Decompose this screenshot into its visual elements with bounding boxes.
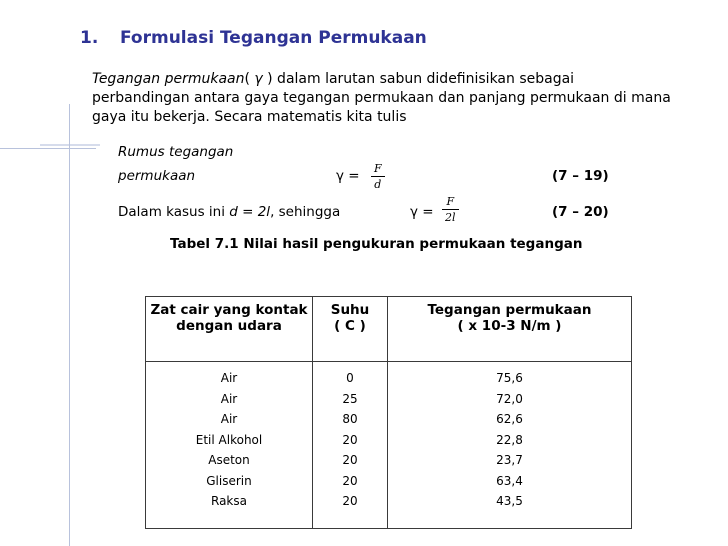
- header-substance: Zat cair yang kontak dengan udara: [146, 297, 313, 362]
- intro-close-paren: ): [262, 71, 273, 87]
- section-heading: [80, 28, 427, 48]
- temperature-cell: 20: [342, 473, 358, 488]
- surface-tension-column: [388, 362, 632, 529]
- surface-tension-cell: 75,6: [496, 371, 523, 385]
- formula2-condition: d = 2l: [229, 204, 271, 220]
- intro-open-paren: (: [244, 71, 255, 87]
- table-body-row: [146, 362, 632, 529]
- surface-tension-cell: 43,5: [496, 494, 523, 508]
- header-temperature-line2: ( C ): [334, 318, 366, 334]
- decorative-line: [69, 104, 70, 546]
- formula1-fraction: [371, 162, 385, 191]
- temperature-column: [313, 362, 388, 529]
- decorative-line: [40, 144, 100, 146]
- fraction-bar: [442, 209, 459, 210]
- intro-text-line2: perbandingan antara gaya tegangan permukaan dan panjang permukaan di mana: [92, 90, 671, 106]
- temperature-cell: 25: [342, 391, 358, 406]
- substance-cell: Air: [220, 412, 238, 426]
- surface-tension-cell: 62,6: [496, 412, 523, 426]
- substance-column: [146, 362, 313, 529]
- decorative-line: [0, 148, 96, 149]
- header-surface-tension-line1: Tegangan permukaan: [427, 302, 592, 318]
- header-surface-tension: [388, 297, 632, 362]
- formula1-label-line1: Rumus tegangan: [118, 144, 234, 160]
- substance-cell: Raksa: [211, 494, 247, 508]
- formula2-numerator: F: [446, 195, 455, 208]
- substance-cell: Aseton: [208, 453, 250, 467]
- formula1-label-line2: permukaan: [118, 168, 196, 184]
- formula1-ref: (7 – 19): [552, 168, 609, 184]
- section-number: 1.: [80, 28, 99, 48]
- section-title: Formulasi Tegangan Permukaan: [120, 28, 427, 48]
- surface-tension-cell: 23,7: [496, 453, 523, 467]
- intro-paragraph: [92, 70, 702, 127]
- surface-tension-cell: 22,8: [496, 432, 523, 447]
- substance-cell: Air: [220, 391, 238, 406]
- temperature-cell: 20: [342, 494, 358, 508]
- intro-term: Tegangan permukaan: [92, 71, 245, 87]
- formula2-ref: (7 – 20): [552, 204, 609, 220]
- formula2-fraction: [442, 195, 459, 224]
- formula2-text-prefix: Dalam kasus ini: [118, 204, 230, 220]
- formula2-text: [118, 204, 340, 220]
- intro-text-line1: dalam larutan sabun didefinisikan sebagai: [272, 71, 575, 87]
- temperature-cell: 80: [342, 412, 358, 426]
- fraction-bar: [371, 176, 385, 177]
- formula2-denominator: 2l: [445, 211, 456, 224]
- substance-cell: Gliserin: [206, 473, 252, 488]
- substance-cell: Air: [220, 371, 238, 385]
- table-caption: Tabel 7.1 Nilai hasil pengukuran permukaan tegangan: [170, 236, 583, 252]
- header-surface-tension-line2: ( x 10-3 N/m ): [457, 318, 562, 334]
- substance-cell: Etil Alkohol: [195, 432, 263, 447]
- intro-text-line3: gaya itu bekerja. Secara matematis kita tulis: [92, 109, 407, 125]
- formula1-numerator: F: [374, 162, 382, 175]
- formula2-lhs: γ =: [410, 204, 434, 220]
- formula1-denominator: d: [374, 178, 382, 191]
- table-header-row: [146, 297, 632, 362]
- surface-tension-table: [145, 296, 632, 529]
- temperature-cell: 20: [342, 432, 358, 447]
- temperature-cell: 0: [346, 371, 354, 385]
- header-temperature-line1: Suhu: [330, 302, 370, 318]
- temperature-cell: 20: [342, 453, 358, 467]
- formula1-lhs: γ =: [336, 168, 360, 184]
- formula2-text-suffix: , sehingga: [270, 204, 341, 220]
- gamma-symbol: γ: [254, 71, 263, 87]
- surface-tension-cell: 63,4: [496, 473, 523, 488]
- header-temperature: [313, 297, 388, 362]
- surface-tension-cell: 72,0: [496, 391, 523, 406]
